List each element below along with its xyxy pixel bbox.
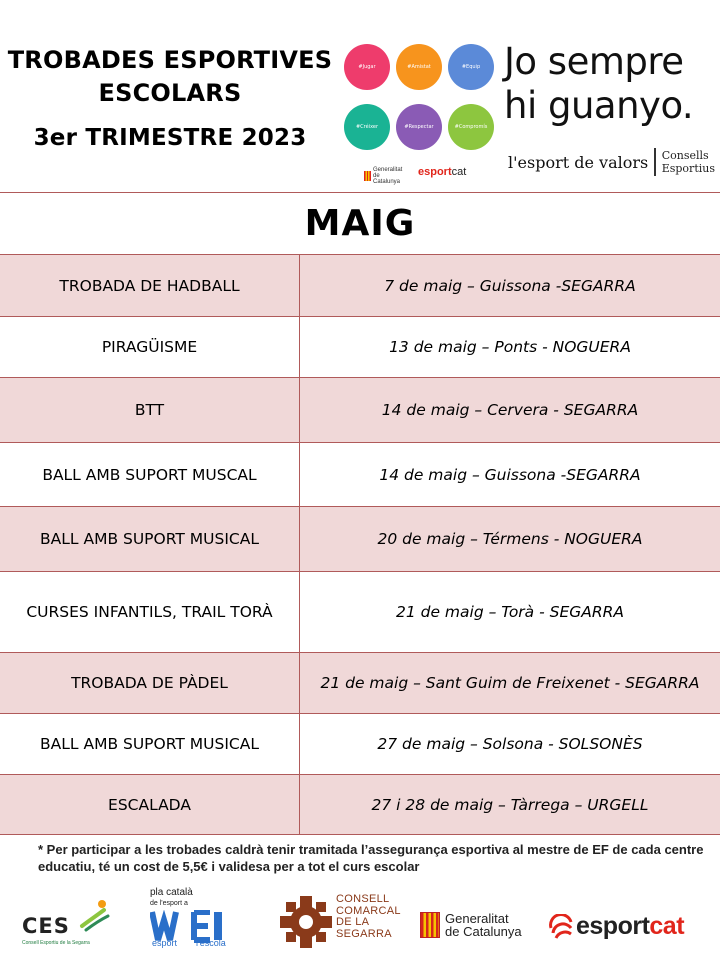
value-badge: #Equip [448,44,494,90]
activity-cell: TROBADA DE PÀDEL [0,653,300,713]
date-cell: 14 de maig – Cervera - SEGARRA [381,401,639,419]
ccs-line-4: SEGARRA [336,927,392,940]
slogan-logo [504,40,715,175]
esportcat-mini-b: cat [451,166,467,178]
date-cell: 21 de maig – Torà - SEGARRA [395,603,625,621]
insurance-note: * Per participar a les trobades caldrà tenir tramitada l’assegurança esportiva al mestre de EF de cada centre educatiu, té un cost de 5,5€ i validesa per a tot el curs escolar [38,842,704,874]
footer-logos [0,887,720,954]
title-line-2: ESCOLARS [98,79,242,107]
senyera-icon [420,912,440,938]
date-cell: 13 de maig – Ponts - NOGUERA [389,338,631,356]
table-row [0,443,720,507]
senyera-icon [364,171,371,181]
gen-line-2: de Catalunya [445,924,522,939]
value-badge: #Jugar [344,44,390,90]
table-row [0,507,720,572]
table-row [0,775,720,835]
consells-line-2: Esportius [661,162,715,175]
date-cell: 20 de maig – Térmens - NOGUERA [377,530,643,548]
esportcat-logo [548,912,684,941]
date-cell: 14 de maig – Guissona -SEGARRA [379,465,641,484]
ccs-line-1: CONSELL [336,893,390,905]
title-line-3: 3er TRIMESTRE 2023 [33,125,307,151]
activity-cell: BALL AMB SUPORT MUSICAL [0,507,300,571]
ccs-line-2: COMARCAL [336,904,401,917]
value-badge: #Respectar [396,104,442,150]
divider [654,148,656,176]
table-row [0,255,720,317]
table-row [0,378,720,443]
gen-line-1: Generalitat [445,911,509,926]
header-mini-logos [360,166,490,184]
generalitat-logo [420,912,522,938]
date-cell: 21 de maig – Sant Guim de Freixenet - SEGARRA [320,674,700,692]
consell-comarcal-segarra-logo [276,892,406,950]
pla-escola-label: l'escola [196,938,226,948]
date-cell: 27 i 28 de maig – Tàrrega – URGELL [371,795,649,814]
ces-name: CES [22,914,70,938]
esportcat-a: esport [576,912,650,940]
activity-cell: CURSES INFANTILS, TRAIL TORÀ [0,572,300,652]
generalitat-mini-text: Generalitat de Catalunya [373,167,403,185]
generalitat-mini-logo [364,167,407,185]
title-line-1: TROBADES ESPORTIVES [7,46,333,74]
esportcat-mini-a: esport [418,166,452,178]
consell-comarcal-text [336,894,401,940]
value-badge: #Créixer [344,104,390,150]
slogan-line-1: Jo sempre [504,40,684,83]
pla-catala-title [150,888,193,909]
date-cell: 7 de maig – Guissona -SEGARRA [384,276,636,295]
pla-top-1: pla català [150,887,193,898]
value-badge: #Compromís [448,104,494,150]
table-row [0,714,720,775]
date-cell: 27 de maig – Solsona - SOLSONÈS [377,735,643,753]
activity-cell: ESCALADA [0,775,300,834]
esportcat-b: cat [649,912,685,940]
ces-logo [22,898,112,948]
esportcat-mark-icon [548,914,574,940]
activity-cell: TROBADA DE HADBALL [0,255,300,316]
month-header [0,193,720,255]
consells-esportius-label [662,149,715,175]
month-title: MAIG [304,203,416,244]
table-row [0,317,720,378]
pla-esport-label: esport [152,938,178,948]
consells-line-1: Consells [661,149,709,162]
gear-emblem-icon [280,896,332,948]
slogan-tag: l'esport de valors [508,152,649,172]
slogan-line-2: hi guanyo. [504,84,694,127]
table-row [0,572,720,653]
page-title [0,44,340,155]
activity-cell: BALL AMB SUPORT MUSCAL [0,443,300,506]
esportcat-mini-logo [418,166,466,178]
ccs-line-3: DE LA [336,916,370,928]
table-row [0,653,720,714]
activity-cell: BALL AMB SUPORT MUSICAL [0,714,300,774]
activities-table [0,192,720,835]
ces-subtitle: Consell Esportiu de la Segarra [22,940,90,946]
runner-swoosh-icon [78,898,112,932]
pla-top-2: de l'esport a [150,900,188,907]
activity-cell: PIRAGÜISME [0,317,300,377]
esportcat-wordmark [576,912,684,941]
pla-catala-logo [150,887,240,950]
activity-cell: BTT [0,378,300,442]
generalitat-text [445,912,522,938]
value-badge: #Amistat [396,44,442,90]
